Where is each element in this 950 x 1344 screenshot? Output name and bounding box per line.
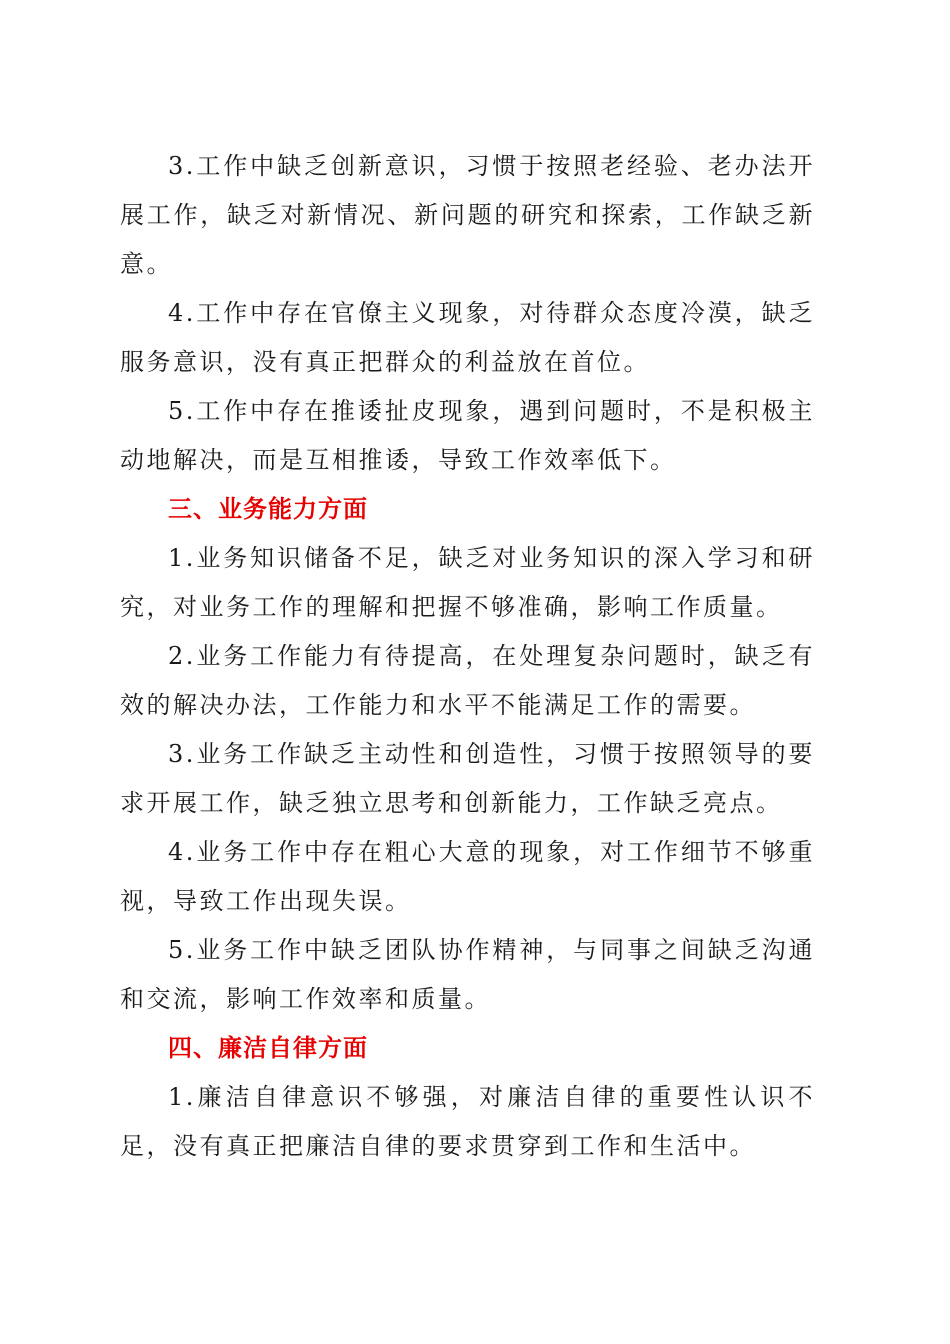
paragraph-business-2: 2.业务工作能力有待提高，在处理复杂问题时，缺乏有效的解决办法，工作能力和水平不能满足工作的需要。 <box>120 642 815 719</box>
paragraph-business-4: 4.业务工作中存在粗心大意的现象，对工作细节不够重视，导致工作出现失误。 <box>120 838 815 915</box>
section-heading-business-ability: 三、业务能力方面 <box>168 495 368 523</box>
paragraph-work-style-3: 3.工作中缺乏创新意识，习惯于按照老经验、老办法开展工作，缺乏对新情况、新问题的研究和探索，工作缺乏新意。 <box>120 152 815 278</box>
document-body <box>120 142 815 1171</box>
paragraph-integrity-1: 1.廉洁自律意识不够强，对廉洁自律的重要性认识不足，没有真正把廉洁自律的要求贯穿到工作和生活中。 <box>120 1083 815 1160</box>
paragraph-business-3: 3.业务工作缺乏主动性和创造性，习惯于按照领导的要求开展工作，缺乏独立思考和创新能力，工作缺乏亮点。 <box>120 740 815 817</box>
paragraph-business-5: 5.业务工作中缺乏团队协作精神，与同事之间缺乏沟通和交流，影响工作效率和质量。 <box>120 936 815 1013</box>
paragraph-work-style-5: 5.工作中存在推诿扯皮现象，遇到问题时，不是积极主动地解决，而是互相推诿，导致工作效率低下。 <box>120 397 815 474</box>
paragraph-business-1: 1.业务知识储备不足，缺乏对业务知识的深入学习和研究，对业务工作的理解和把握不够准确，影响工作质量。 <box>120 544 815 621</box>
paragraph-work-style-4: 4.工作中存在官僚主义现象，对待群众态度冷漠，缺乏服务意识，没有真正把群众的利益放在首位。 <box>120 299 815 376</box>
section-heading-integrity: 四、廉洁自律方面 <box>168 1034 368 1062</box>
